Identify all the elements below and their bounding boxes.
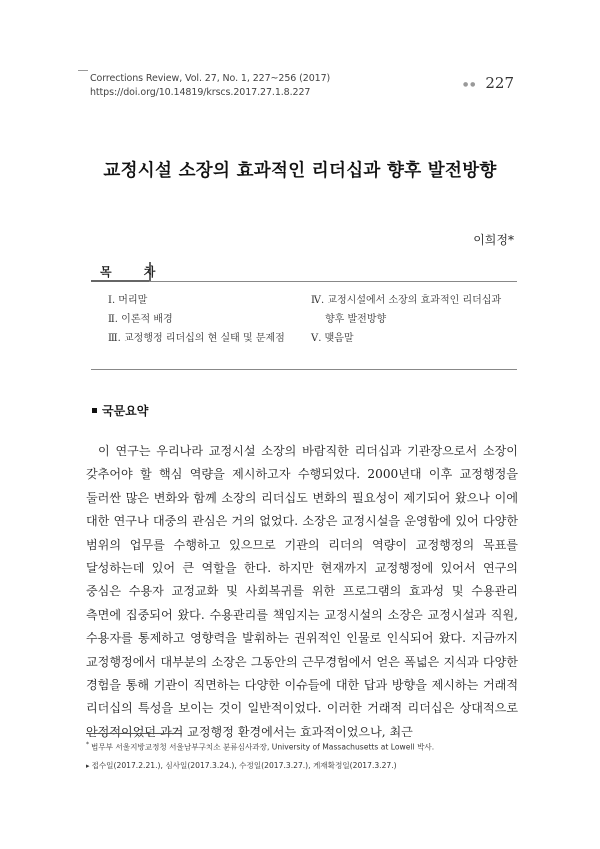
abstract-heading — [92, 402, 148, 419]
toc-label: 목 차 — [100, 265, 170, 279]
toc-right-column — [311, 291, 501, 348]
square-bullet-icon — [92, 408, 97, 413]
journal-citation — [90, 72, 330, 100]
dot-ornament-icon: ● ● — [462, 80, 476, 88]
footnote-rule — [86, 733, 182, 734]
triangle-bullet-icon: ▸ — [86, 762, 90, 770]
footnote-dates-text: 접수일(2017.2.21.), 심사일(2017.3.24.), 수정일(2017.3.27.), 게재확정일(2017.3.27.) — [91, 761, 397, 770]
abstract-body — [86, 440, 518, 744]
footnote-affiliation-text: 법무부 서울지방교정청 서울남부구치소 분류심사과장, University of Massachusetts at Lowell 박사. — [91, 742, 435, 752]
paper-title: 교정시설 소장의 효과적인 리더십과 향후 발전방향 — [103, 161, 497, 181]
author-name: 이희정* — [473, 233, 514, 247]
toc-left-column — [108, 291, 285, 348]
toc-item[interactable]: Ⅲ. 교정행정 리더십의 현 실태 및 문제점 — [108, 333, 285, 344]
toc-item[interactable]: Ⅴ. 맺음말 — [311, 333, 354, 344]
footnote-dates — [86, 760, 397, 771]
toc-item[interactable]: Ⅳ. 교정시설에서 소장의 효과적인 리더십과 — [311, 295, 502, 306]
abstract-paragraph: 이 연구는 우리나라 교정시설 소장의 바람직한 리더십과 기관장으로서 소장이 갖추어야 할 핵심 역량을 제시하고자 수행되었다. 2000년대 이후 교정행정을 둘러싼 많은 변화와 함께 소장의 리더십도 변화의 필요성이 제기되어 왔으나 이에 대한 연구나 대중의 관심은 거의 없었다. 소장은 교정시설을 운영함에 있어 다양한 범위의 업무를 수행하고 있으므로 기관의 리더의 역량이 교정행정의 목표를 달성하는데 있어 큰 역할을 한다. 하지만 현재까지 교정행정에 있어서 연구의 중심은 수용자 교정교화 및 사회복귀를 위한 프로그램의 효과성 및 수용관리 측면에 집중되어 왔다. 수용관리를 책임지는 교정시설의 소장은 교정시설과 직원, 수용자를 통제하고 영향력을 발휘하는 권위적인 인물로 인식되어 왔다. 지금까지 교정행정에서 대부분의 소장은 그동안의 근무경험에서 얻은 폭넓은 지식과 다양한 경험을 통해 기관이 직면하는 다양한 이슈들에 대한 답과 방향을 제시하는 거래적 리더십의 특성을 보이는 것이 일반적이었다. 이러한 거래적 리더십은 상대적으로 안정적이었던 과거 교정행정 환경에서는 효과적이었으나, 최근 — [86, 444, 518, 739]
abstract-heading-text: 국문요약 — [102, 404, 149, 418]
toc-item[interactable]: Ⅱ. 이론적 배경 — [108, 314, 173, 325]
asterisk-marker-icon: * — [86, 741, 89, 748]
doi-line: https://doi.org/10.14819/krscs.2017.27.1.8.227 — [90, 87, 311, 98]
page-number-value: 227 — [485, 74, 514, 92]
page-number — [463, 74, 514, 92]
header-rule — [78, 70, 88, 71]
footnote-affiliation — [86, 741, 434, 753]
toc-item-continuation[interactable]: 향후 발전방향 — [325, 314, 387, 325]
toc-item[interactable]: Ⅰ. 머리말 — [108, 295, 148, 306]
journal-line: Corrections Review, Vol. 27, No. 1, 227~256 (2017) — [90, 73, 331, 84]
